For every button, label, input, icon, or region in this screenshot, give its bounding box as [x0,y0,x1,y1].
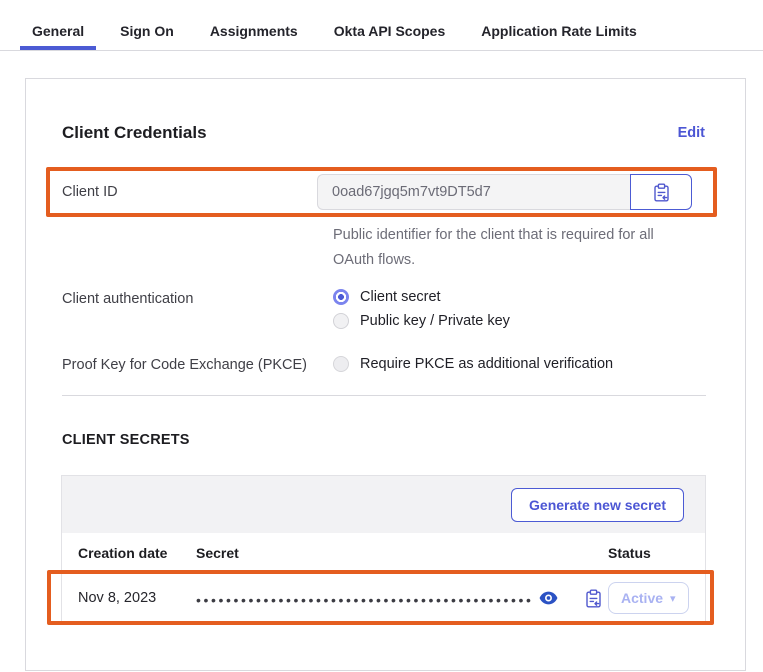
general-settings-card [25,78,746,671]
client-credentials-header [62,123,705,143]
client-authentication-row [62,289,705,329]
tab-okta-api-scopes[interactable]: Okta API Scopes [333,23,446,39]
pkce-checkbox[interactable] [333,356,349,372]
secrets-toolbar [62,476,705,533]
radio-label: Client secret [360,289,441,305]
client-secrets-panel [61,475,706,624]
client-secrets-title: CLIENT SECRETS [62,432,190,448]
tab-bar [0,0,763,51]
client-authentication-label: Client authentication [62,291,194,307]
chevron-down-icon: ▾ [670,592,676,605]
client-id-help-text: Public identifier for the client that is required for all OAuth flows. [333,227,654,268]
radio-public-private-key[interactable] [333,313,349,329]
client-id-value-field[interactable] [317,174,630,210]
copy-secret-button[interactable] [585,589,602,608]
reveal-secret-button[interactable] [539,591,558,605]
section-title: Client Credentials [62,123,207,142]
tab-assignments[interactable]: Assignments [209,23,298,39]
pkce-label: Proof Key for Code Exchange (PKCE) [62,357,308,373]
header-status: Status [608,544,651,561]
status-label: Active [621,590,664,606]
section-divider [62,395,706,396]
pkce-row [62,355,705,373]
tab-sign-on[interactable]: Sign On [120,23,174,39]
pkce-option [333,355,613,373]
secret-creation-date: Nov 8, 2023 [78,590,157,606]
client-id-row [62,174,709,210]
status-dropdown-button[interactable] [608,582,689,614]
client-id-input-group [317,174,692,210]
eye-icon [539,591,558,605]
masked-secret-value: ••••••••••••••••••••••••••••••••••••••••••••• [196,592,534,608]
header-secret: Secret [196,544,239,561]
option-public-private-key [333,313,510,329]
client-id-highlight-box [46,167,717,217]
radio-label: Public key / Private key [360,313,510,329]
radio-client-secret[interactable] [333,289,349,305]
clipboard-paste-icon [585,589,602,608]
pkce-option-label: Require PKCE as additional verification [360,356,614,372]
secret-table-row [62,573,705,623]
copy-client-id-button[interactable] [630,174,692,210]
secrets-table-header [62,533,705,573]
tab-application-rate-limits[interactable]: Application Rate Limits [481,23,637,39]
header-creation-date: Creation date [78,544,168,561]
tab-general[interactable]: General [20,14,96,50]
client-id-label: Client ID [62,184,118,200]
option-client-secret [333,289,510,305]
edit-link[interactable]: Edit [677,125,705,141]
clipboard-paste-icon [653,183,670,202]
client-authentication-options [333,289,510,329]
generate-new-secret-button[interactable]: Generate new secret [511,488,684,522]
